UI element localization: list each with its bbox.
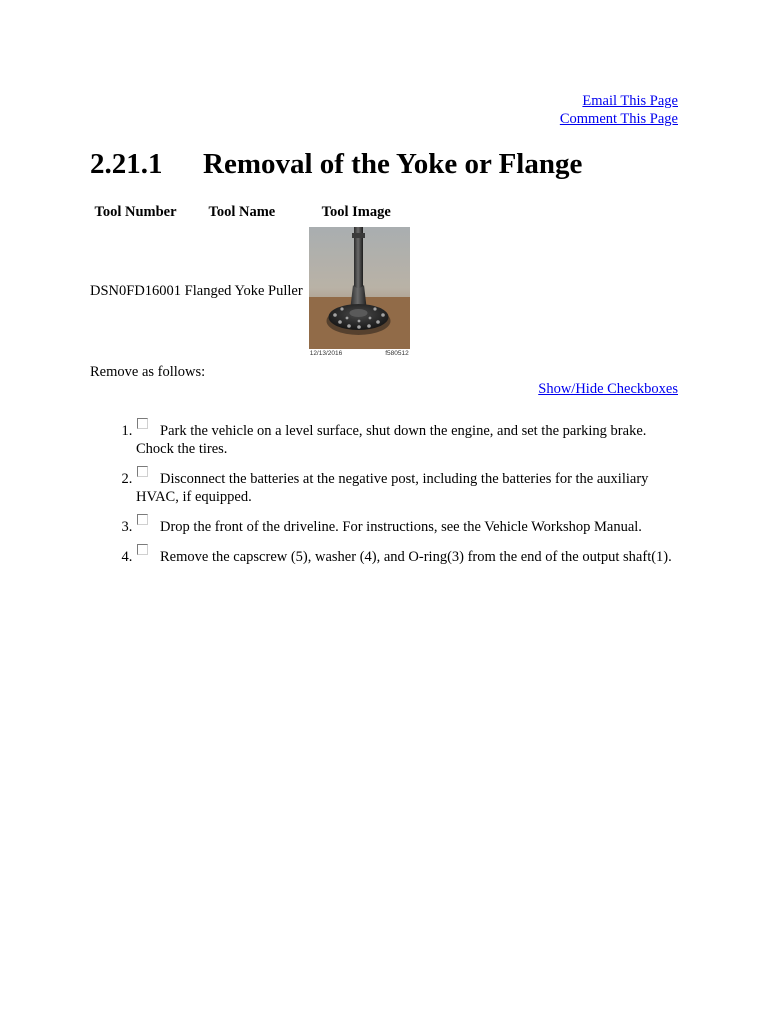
toggle-container [538,381,678,398]
step-checkbox[interactable] [137,544,148,555]
step-checkbox[interactable] [137,514,148,525]
show-hide-checkboxes-link[interactable]: Show/Hide Checkboxes [538,381,678,397]
page-title [90,146,582,182]
step-text: Disconnect the batteries at the negative post, including the batteries for the auxiliary HVAC, if equipped. [136,471,649,505]
image-date: 12/13/2016 [309,350,343,357]
step-text: Remove the capscrew (5), washer (4), and O-ring(3) from the end of the output shaft(1). [160,549,672,565]
header-tool-image: Tool Image [321,203,391,220]
section-number: 2.21.1 [90,148,163,180]
step-text: Park the vehicle on a level surface, shut down the engine, and set the parking brake. Chock the tires. [136,423,647,457]
tool-name-cell [181,224,303,359]
table-row [90,224,410,359]
step-checkbox[interactable] [137,466,148,477]
step-text: Drop the front of the driveline. For instructions, see the Vehicle Workshop Manual. [160,519,642,535]
tool-image [309,227,410,359]
step-checkbox[interactable] [137,418,148,429]
list-item [136,466,678,506]
tool-number-cell: DSN0FD16001 [90,283,182,299]
step-list [90,418,678,574]
section-title: Removal of the Yoke or Flange [203,148,583,180]
image-caption [309,349,410,358]
page-actions [560,92,678,128]
image-id: f580512 [385,350,409,357]
header-tool-number: Tool Number [94,203,177,220]
yoke-puller-photo [309,227,410,349]
tool-image-cell [303,224,410,359]
list-item [136,514,678,536]
tool-table [90,200,410,359]
list-item [136,544,678,566]
table-header-row [90,200,410,224]
email-page-link[interactable]: Email This Page [582,93,678,109]
comment-page-link[interactable]: Comment This Page [559,111,678,127]
tool-name-text: Flanged Yoke Puller [184,283,303,299]
list-item [136,418,678,458]
intro-text: Remove as follows: [90,364,206,380]
header-tool-name: Tool Name [208,203,276,220]
